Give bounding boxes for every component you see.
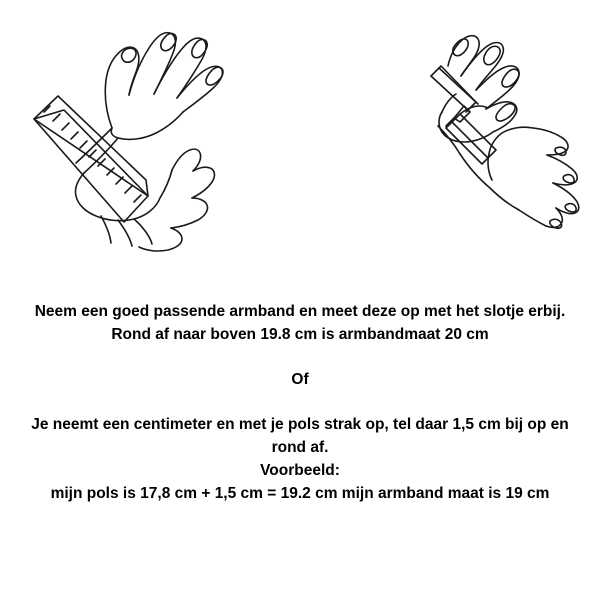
instruction-line-1: Neem een goed passende armband en meet deze op met het slotje erbij.	[34, 303, 566, 320]
example-label: Voorbeeld:	[260, 462, 340, 479]
illustration-left-hand-with-bracelet	[0, 0, 300, 290]
instruction-separator: Of	[291, 371, 309, 388]
illustration-row	[0, 0, 600, 290]
hand-holding-pen-icon	[300, 0, 600, 290]
instructions-block	[0, 300, 600, 505]
example-calculation: mijn pols is 17,8 cm + 1,5 cm = 19.2 cm mijn armband maat is 19 cm	[50, 485, 550, 502]
instruction-line-2: Rond af naar boven 19.8 cm is armbandmaat 20 cm	[111, 326, 489, 343]
instruction-line-3: Je neemt een centimeter en met je pols strak op, tel daar 1,5 cm bij op en rond af.	[31, 416, 569, 456]
illustration-right-hand-with-pen	[300, 0, 600, 290]
hand-with-bracelet-icon	[0, 0, 300, 290]
